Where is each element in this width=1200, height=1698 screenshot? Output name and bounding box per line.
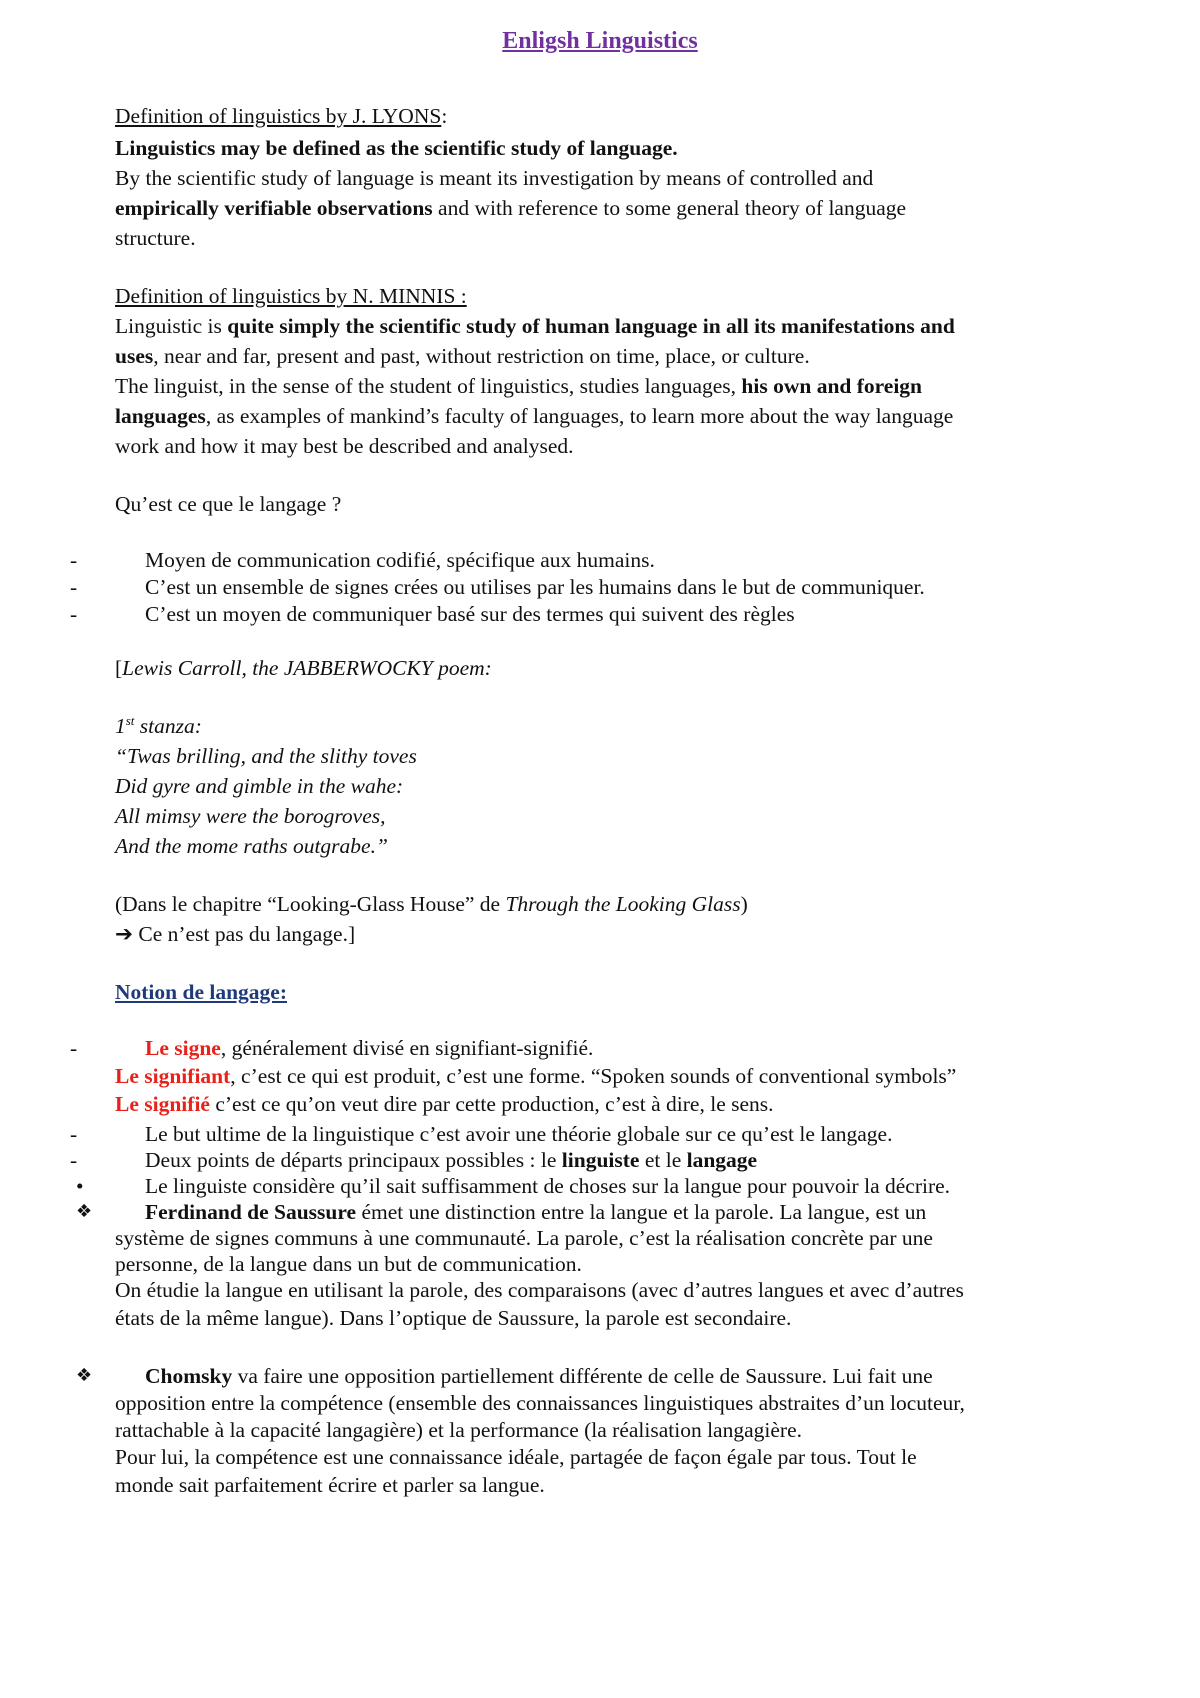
- poem-conclusion: ➔ Ce n’est pas du langage.]: [115, 922, 356, 946]
- but-item: Le but ultime de la linguistique c’est avoir une théorie globale sur ce qu’est le langage.: [145, 1122, 893, 1146]
- deux-points-item: Deux points de départs principaux possibles : le linguiste et le langage: [145, 1148, 758, 1172]
- signifiant-line: Le signifiant, c’est ce qui est produit, c’est une forme. “Spoken sounds of conventional symbols”: [115, 1064, 957, 1088]
- chomsky-line-1: Chomsky va faire une opposition partiellement différente de celle de Saussure. Lui fait une: [145, 1364, 933, 1388]
- signe-item: Le signe, généralement divisé en signifiant-signifié.: [145, 1036, 594, 1060]
- dash-bullet: -: [70, 575, 78, 599]
- lyons-paragraph-line-2: empirically verifiable observations and with reference to some general theory of language: [115, 196, 907, 220]
- dash-bullet: -: [70, 548, 78, 572]
- lyons-heading-text: Definition of linguistics by J. LYONS: [115, 104, 442, 128]
- saussure-line-4: On étudie la langue en utilisant la parole, des comparaisons (avec d’autres langues et avec d’autres: [115, 1278, 964, 1302]
- dash-bullet: -: [70, 1148, 78, 1172]
- dash-bullet: -: [70, 602, 78, 626]
- lyons-heading: Definition of linguistics by J. LYONS:: [115, 104, 448, 128]
- answer-item: Moyen de communication codifié, spécifique aux humains.: [145, 548, 655, 572]
- chomsky-line-5: monde sait parfaitement écrire et parler sa langue.: [115, 1473, 545, 1497]
- diamond-bullet-icon: ❖: [76, 1365, 93, 1386]
- minnis-line-4: languages, as examples of mankind’s faculty of languages, to learn more about the way language: [115, 404, 954, 428]
- lyons-paragraph-line-1: By the scientific study of language is meant its investigation by means of controlled and: [115, 166, 874, 190]
- poem-line: And the mome raths outgrabe.”: [115, 834, 388, 858]
- poem-line: All mimsy were the borogroves,: [115, 804, 386, 828]
- document-title: Enligsh Linguistics: [502, 28, 698, 54]
- answer-item: C’est un ensemble de signes crées ou utilises par les humains dans le but de communiquer.: [145, 575, 925, 599]
- stanza-label: 1st stanza:: [115, 712, 202, 738]
- notion-heading: Notion de langage:: [115, 980, 287, 1004]
- chomsky-line-3: rattachable à la capacité langagière) et la performance (la réalisation langagière.: [115, 1418, 802, 1442]
- lyons-paragraph-line-3: structure.: [115, 226, 196, 250]
- dash-bullet: -: [70, 1036, 78, 1060]
- saussure-line-2: système de signes communs à une communauté. La parole, c’est la réalisation concrète par une: [115, 1226, 933, 1250]
- minnis-line-2: uses, near and far, present and past, without restriction on time, place, or culture.: [115, 344, 810, 368]
- linguiste-item: Le linguiste considère qu’il sait suffisamment de choses sur la langue pour pouvoir la décrire.: [145, 1174, 951, 1198]
- answer-item: C’est un moyen de communiquer basé sur des termes qui suivent des règles: [145, 602, 795, 626]
- saussure-line-5: états de la même langue). Dans l’optique de Saussure, la parole est secondaire.: [115, 1306, 792, 1330]
- poem-line: “Twas brilling, and the slithy toves: [115, 744, 417, 768]
- poem-intro: [Lewis Carroll, the JABBERWOCKY poem:: [115, 656, 492, 680]
- diamond-bullet-icon: ❖: [76, 1201, 93, 1222]
- minnis-heading: Definition of linguistics by N. MINNIS :: [115, 284, 467, 308]
- poem-line: Did gyre and gimble in the wahe:: [115, 774, 404, 798]
- saussure-line-3: personne, de la langue dans un but de communication.: [115, 1252, 582, 1276]
- dash-bullet: -: [70, 1122, 78, 1146]
- chomsky-line-2: opposition entre la compétence (ensemble des connaissances linguistiques abstraites d’un locuteur,: [115, 1391, 965, 1415]
- chomsky-line-4: Pour lui, la compétence est une connaissance idéale, partagée de façon égale par tous. Tout le: [115, 1445, 917, 1469]
- question: Qu’est ce que le langage ?: [115, 492, 342, 516]
- minnis-line-5: work and how it may best be described and analysed.: [115, 434, 574, 458]
- minnis-line-3: The linguist, in the sense of the student of linguistics, studies languages, his own and foreign: [115, 374, 923, 398]
- minnis-line-1: Linguistic is quite simply the scientific study of human language in all its manifestations and: [115, 314, 955, 338]
- signifie-line: Le signifié c’est ce qu’on veut dire par cette production, c’est à dire, le sens.: [115, 1092, 774, 1116]
- saussure-line-1: Ferdinand de Saussure émet une distinction entre la langue et la parole. La langue, est un: [145, 1200, 927, 1224]
- arrow-icon: ➔: [115, 922, 134, 946]
- dot-bullet-icon: •: [76, 1174, 84, 1198]
- poem-source: (Dans le chapitre “Looking-Glass House” de Through the Looking Glass): [115, 892, 748, 916]
- lyons-definition: Linguistics may be defined as the scientific study of language.: [115, 136, 678, 160]
